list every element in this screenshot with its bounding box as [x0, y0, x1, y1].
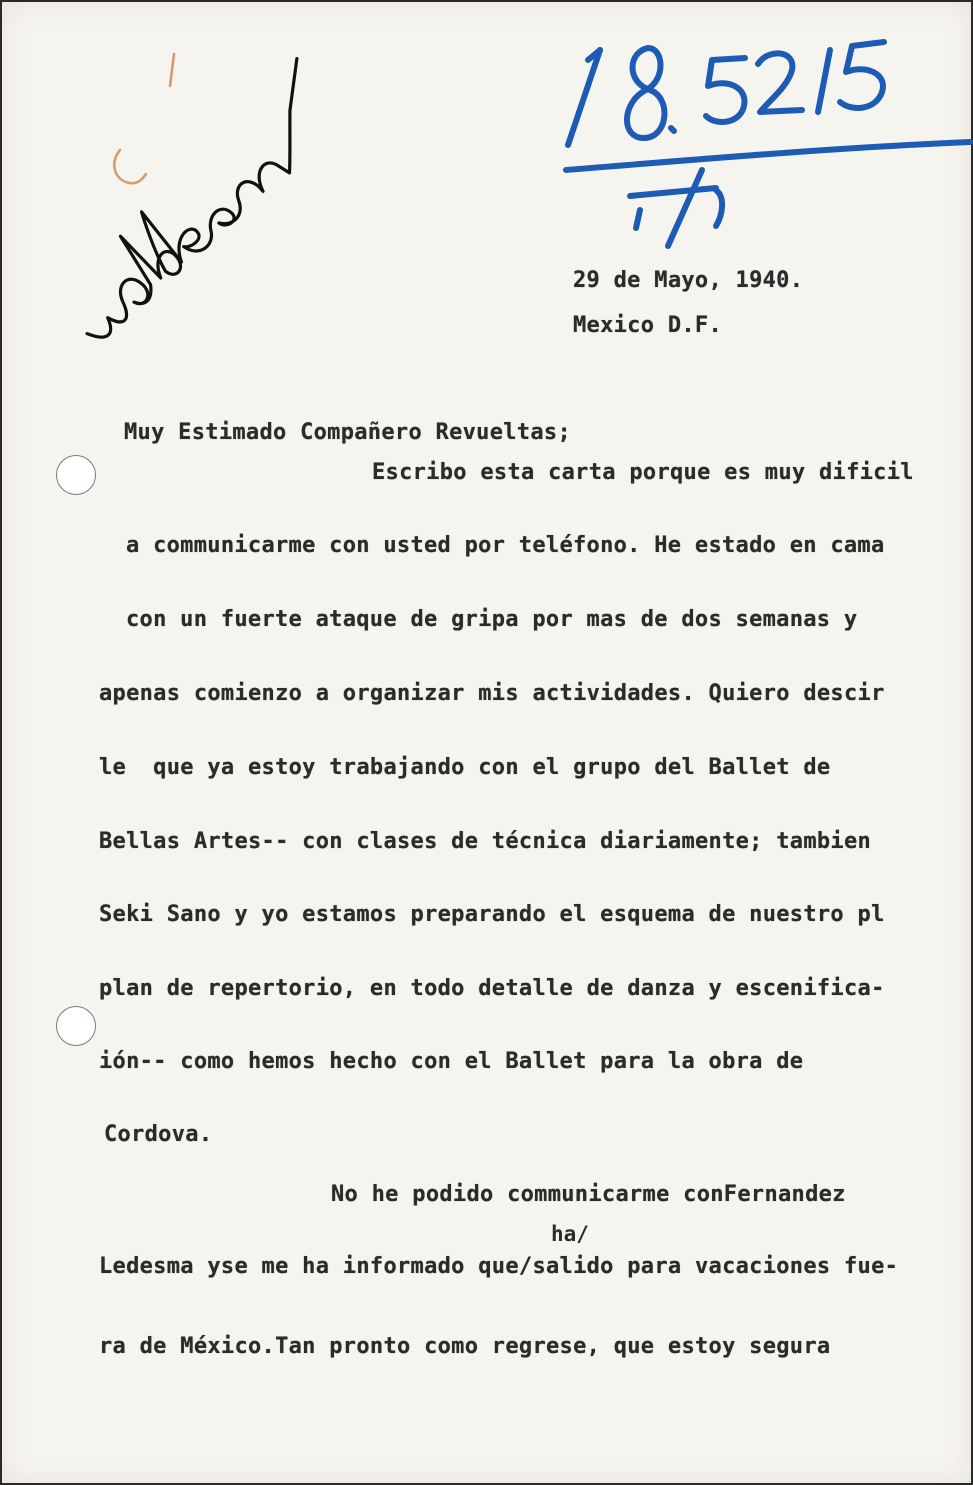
punch-hole-bottom: [56, 1006, 96, 1046]
body-line: apenas comienzo a organizar mis actividades. Quiero descir: [99, 681, 885, 706]
body-line: ra de México.Tan pronto como regrese, que estoy segura: [99, 1334, 831, 1359]
body-line: Bellas Artes-- con clases de técnica diariamente; tambien: [99, 829, 872, 854]
body-line: Cordova.: [104, 1122, 213, 1147]
body-line: a communicarme con usted por teléfono. He estado en cama: [126, 533, 885, 558]
body-line: Seki Sano y yo estamos preparando el esquema de nuestro pl: [99, 902, 885, 927]
body-line: plan de repertorio, en todo detalle de danza y escenifica-: [99, 976, 885, 1001]
body-line: Ledesma yse me ha informado que/salido para vacaciones fue-: [99, 1254, 899, 1279]
body-line: le que ya estoy trabajando con el grupo del Ballet de: [99, 755, 831, 780]
body-line: ión-- como hemos hecho con el Ballet para la obra de: [99, 1049, 804, 1074]
signature-walden: [40, 55, 360, 355]
body-line: Escribo esta carta porque es muy dificil: [372, 460, 914, 485]
letter-salutation: Muy Estimado Compañero Revueltas;: [124, 420, 571, 445]
letter-date: 29 de Mayo, 1940.: [573, 268, 804, 293]
letter-place: Mexico D.F.: [573, 313, 722, 338]
punch-hole-top: [56, 455, 96, 495]
body-line: No he podido communicarme conFernandez: [331, 1182, 846, 1207]
archive-number-annotation: [540, 20, 973, 270]
body-line: con un fuerte ataque de gripa por mas de dos semanas y: [126, 607, 858, 632]
interlinear-insert: ha/: [551, 1222, 589, 1246]
